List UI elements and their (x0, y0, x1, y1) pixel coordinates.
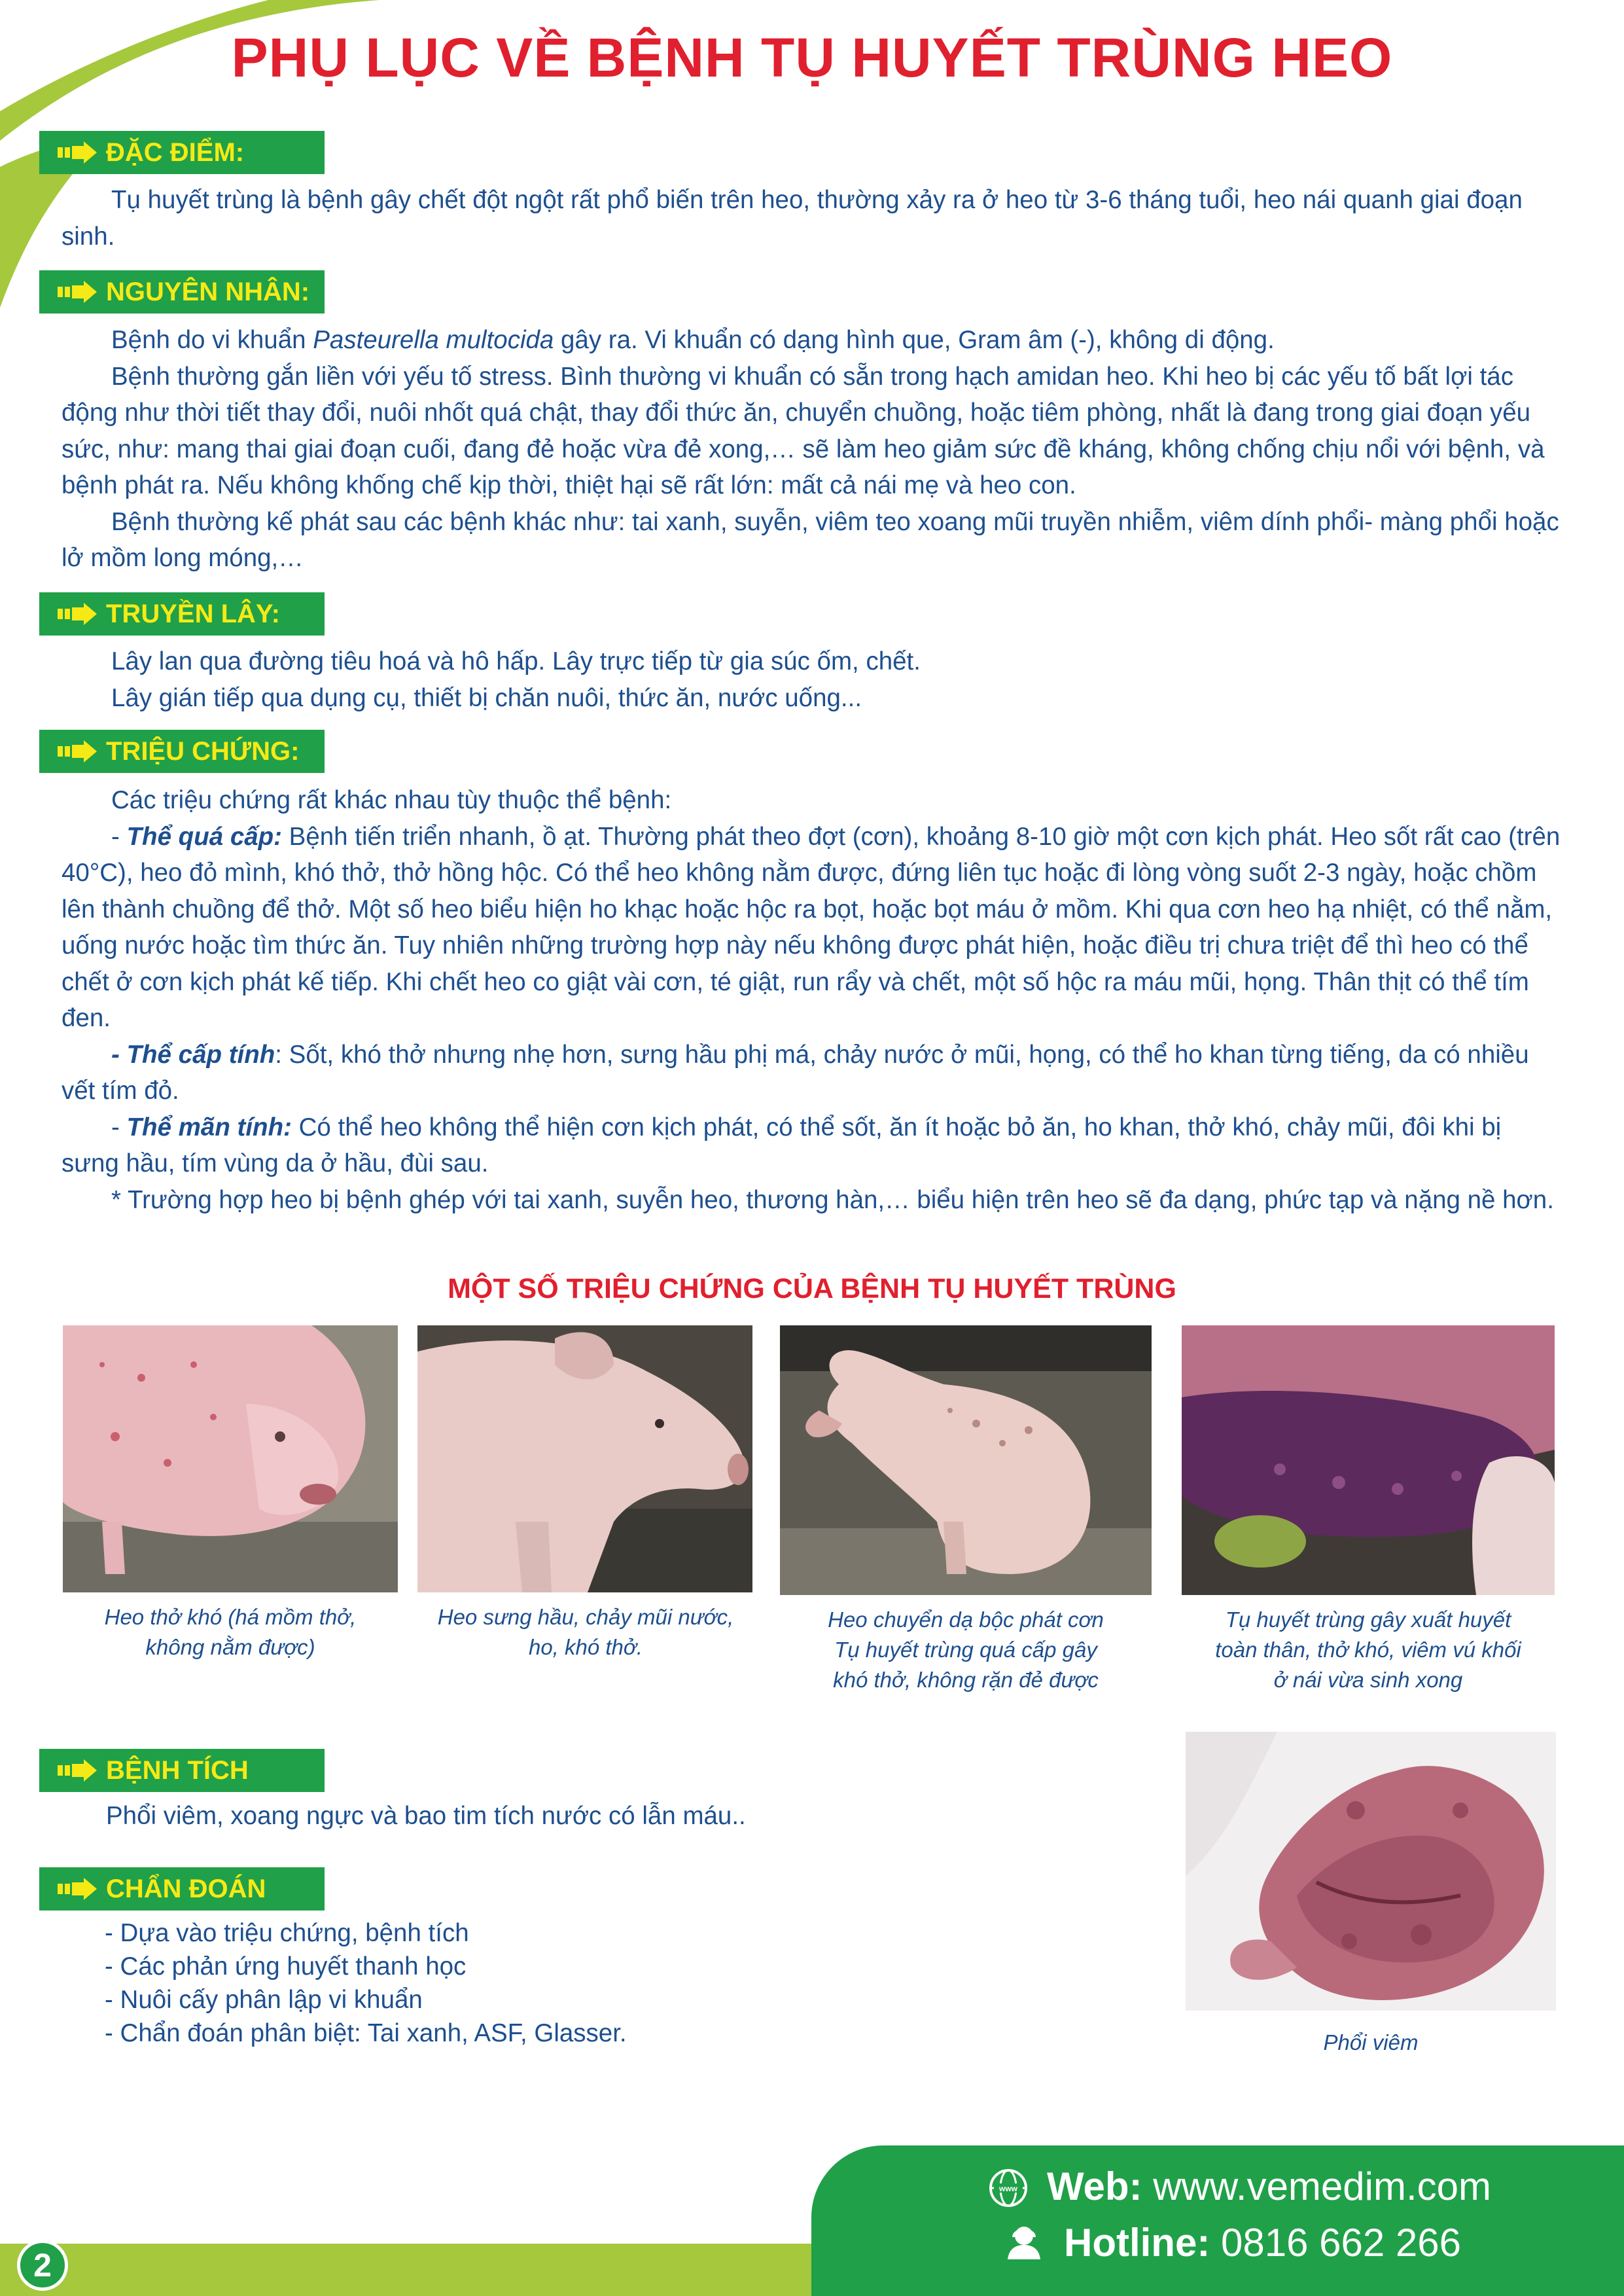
user-headset-icon (1005, 2223, 1043, 2261)
nguyen-nhan-paragraph-2: Bệnh thường gắn liền với yếu tố stress. Bình thường vi khuẩn có sẵn trong hạch amidan heo. Khi heo bị các yếu tố bất lợi tác động như thời tiết thay đổi, nuôi nhốt quá chật, thay đổi thức ăn, chuyển chuồng, hoặc tiêm phòng, nhất là đang trong giai đoạn yếu sức, như: mang thai giai đoạn cuối, đang đẻ hoặc vừa đẻ xong,… sẽ làm heo giảm sức đề kháng, không chống chịu nổi với bệnh, và bệnh phát ra. Nếu không khống chế kịp thời, thiệt hại sẽ rất lớn: mất cả nái mẹ và heo con. (62, 362, 1545, 499)
section-heading-label: ĐẶC ĐIỂM: (106, 137, 245, 167)
section-heading-dac-diem (39, 131, 325, 174)
footer-web (1047, 2164, 1491, 2209)
web-label: Web: (1047, 2164, 1142, 2208)
dac-diem-text-block (62, 182, 1564, 255)
arrow-right-icon (58, 141, 97, 164)
trieu-chung-text-block (62, 782, 1564, 1218)
section-heading-label: BỆNH TÍCH (106, 1755, 249, 1785)
svg-text:www: www (998, 2184, 1018, 2193)
the-qua-cap-text: Bệnh tiến triển nhanh, ồ ạt. Thường phát theo đợt (cơn), khoảng 8-10 giờ một cơn kịch phát. Heo sốt rất cao (trên 40°C), heo đỏ mình, khó thở, thở hồng hộc. Có thể heo không nằm được, đứng liên tục hoặc đi lòng vòng suốt 2-3 ngày, hoặc chồm lên thành chuồng để thở. Một số heo biểu hiện ho khạc hoặc hộc ra bọt, hoặc bọt máu ở mồm. Khi qua cơn heo hạ nhiệt, có thể nằm, uống nước hoặc tìm thức ăn. Tuy nhiên những trường hợp này nếu không được phát hiện, hoặc điều trị chưa triệt để thì heo có thể chết ở cơn kịch phát kế tiếp. Khi chết heo co giật vài cơn, té giật, run rẩy và chết, một số hộc ra máu mũi, họng. Thân thịt có thể tím đen. (62, 822, 1561, 1032)
lung-photo-image (1186, 1732, 1556, 2011)
caption-photo-4 (1169, 1605, 1568, 1695)
caption-line: toàn thân, thở khó, viêm vú khối (1215, 1638, 1521, 1662)
section-heading-chan-doan (39, 1867, 325, 1910)
section-heading-label: TRUYỀN LÂY: (106, 599, 280, 628)
list-item: - Nuôi cấy phân lập vi khuẩn (105, 1986, 423, 2014)
caption-photo-2 (412, 1602, 759, 1662)
benh-tich-paragraph: Phổi viêm, xoang ngực và bao tim tích nước có lẫn máu.. (106, 1802, 746, 1830)
the-man-tinh-paragraph: - Thể mãn tính: Có thể heo không thể hiện cơn kịch phát, có thể sốt, ăn ít hoặc bỏ ăn, ho khan, thở khó, chảy mũi, đôi khi bị sưng hầu, tím vùng da ở hầu, đùi sau. (62, 1113, 1502, 1177)
pig-photo-image (780, 1325, 1152, 1595)
caption-line: ho, khó thở. (528, 1635, 643, 1659)
pig-photo-image (1182, 1325, 1555, 1595)
caption-line: khó thở, không rặn đẻ được (833, 1668, 1099, 1692)
arrow-right-icon (58, 281, 97, 303)
nguyen-nhan-paragraph-1 (62, 322, 1564, 359)
the-qua-cap-paragraph: - Thể quá cấp: Bệnh tiến triển nhanh, ồ ạt. Thường phát theo đợt (cơn), khoảng 8-10 giờ một cơn kịch phát. Heo sốt rất cao (trên 40°C), heo đỏ mình, khó thở, thở hồng hộc. Có thể heo không nằm được, đứng liên tục hoặc đi lòng vòng suốt 2-3 ngày, hoặc chồm lên thành chuồng để thở. Một số heo biểu hiện ho khạc hoặc hộc ra bọt, hoặc bọt máu ở mồm. Khi qua cơn heo hạ nhiệt, có thể nằm, uống nước hoặc tìm thức ăn. Tuy nhiên những trường hợp này nếu không được phát hiện, hoặc điều trị chưa triệt để thì heo có thể chết ở cơn kịch phát kế tiếp. Khi chết heo co giật vài cơn, té giật, run rẩy và chết, một số hộc ra máu mũi, họng. Thân thịt có thể tím đen. (62, 822, 1561, 1032)
section-heading-nguyen-nhan (39, 270, 325, 314)
truyen-lay-paragraph-2: Lây gián tiếp qua dụng cụ, thiết bị chăn nuôi, thức ăn, nước uống... (111, 683, 862, 712)
text-run: gây ra. Vi khuẩn có dạng hình que, Gram âm (-), không di động. (554, 326, 1275, 354)
photo-heo-sung-hau (417, 1325, 752, 1592)
page-title: PHỤ LỤC VỀ BỆNH TỤ HUYẾT TRÙNG HEO (231, 27, 1393, 88)
truyen-lay-text-block (62, 643, 1564, 716)
photo-heo-chuyen-da (780, 1325, 1152, 1595)
caption-line: Tụ huyết trùng quá cấp gây (834, 1638, 1097, 1662)
trieu-chung-note: * Trường hợp heo bị bệnh ghép với tai xanh, suyễn heo, thương hàn,… biểu hiện trên heo sẽ đa dạng, phức tạp và nặng nề hơn. (111, 1185, 1554, 1214)
text-run: Bệnh do vi khuẩn (111, 326, 313, 354)
www-globe-icon (988, 2168, 1029, 2208)
the-cap-tinh-text: : Sốt, khó thở nhưng nhẹ hơn, sưng hầu phị má, chảy nước ở mũi, họng, có thể ho khan từng tiếng, da có nhiều vết tím đỏ. (62, 1040, 1529, 1105)
caption-lung: Phổi viêm (1323, 2030, 1419, 2054)
the-man-tinh-text: Có thể heo không thể hiện cơn kịch phát, có thể sốt, ăn ít hoặc bỏ ăn, ho khan, thở khó, chảy mũi, đôi khi bị sưng hầu, tím vùng da ở hầu, đùi sau. (62, 1113, 1502, 1177)
photo-phoi-viem (1186, 1732, 1556, 2011)
gallery-heading: MỘT SỐ TRIỆU CHỨNG CỦA BỆNH TỤ HUYẾT TRÙNG (448, 1273, 1176, 1304)
benh-tich-text-block (106, 1798, 1087, 1835)
list-item: - Chẩn đoán phân biệt: Tai xanh, ASF, Glasser. (105, 2019, 627, 2047)
section-heading-label: NGUYÊN NHÂN: (106, 277, 310, 306)
dac-diem-paragraph: Tụ huyết trùng là bệnh gây chết đột ngột rất phổ biến trên heo, thường xảy ra ở heo từ 3-6 tháng tuổi, heo nái quanh giai đoạn sinh. (62, 186, 1523, 251)
section-heading-trieu-chung (39, 730, 325, 773)
caption-line: không nằm được) (145, 1635, 315, 1659)
arrow-right-icon (58, 740, 97, 762)
nguyen-nhan-text-block (62, 322, 1564, 577)
caption-line: Heo thở khó (há mồm thở, (104, 1605, 357, 1629)
section-heading-truyen-lay (39, 592, 325, 636)
trieu-chung-intro: Các triệu chứng rất khác nhau tùy thuộc thể bệnh: (111, 786, 672, 814)
photo-heo-tho-kho (63, 1325, 398, 1592)
caption-line: Tụ huyết trùng gây xuất huyết (1225, 1607, 1511, 1632)
section-heading-benh-tich (39, 1749, 325, 1792)
arrow-right-icon (58, 1878, 97, 1900)
caption-photo-1 (63, 1602, 398, 1662)
footer-hotline (1064, 2220, 1461, 2265)
caption-photo-3 (773, 1605, 1158, 1695)
truyen-lay-paragraph-1: Lây lan qua đường tiêu hoá và hô hấp. Lây trực tiếp từ gia súc ốm, chết. (111, 647, 921, 675)
hotline-label: Hotline: (1064, 2221, 1210, 2265)
caption-line: ở nái vừa sinh xong (1273, 1668, 1463, 1692)
the-qua-cap-label: Thể quá cấp: (126, 822, 282, 851)
section-heading-label: CHẨN ĐOÁN (106, 1874, 266, 1903)
pig-photo-image (63, 1325, 398, 1592)
hotline-number[interactable]: 0816 662 266 (1210, 2221, 1462, 2265)
page-number-badge: 2 (17, 2240, 68, 2291)
footer-lime-bar (0, 2244, 851, 2296)
photo-nai-xuat-huyet (1182, 1325, 1555, 1595)
bacteria-name: Pasteurella multocida (313, 326, 554, 354)
section-heading-label: TRIỆU CHỨNG: (106, 736, 300, 766)
the-cap-tinh-label: - Thể cấp tính (111, 1040, 275, 1069)
arrow-right-icon (58, 603, 97, 625)
the-cap-tinh-paragraph (62, 1037, 1564, 1109)
pig-photo-image (417, 1325, 752, 1592)
list-item: - Dựa vào triệu chứng, bệnh tích (105, 1919, 469, 1947)
caption-line: Heo chuyển dạ bộc phát cơn (828, 1607, 1104, 1632)
the-man-tinh-label: Thể mãn tính: (126, 1113, 292, 1141)
chan-doan-list (105, 1916, 1021, 2050)
nguyen-nhan-paragraph-3: Bệnh thường kế phát sau các bệnh khác như: tai xanh, suyễn, viêm teo xoang mũi truyền nhiễm, viêm dính phổi- màng phổi hoặc lở mồm long móng,… (62, 507, 1559, 572)
list-item: - Các phản ứng huyết thanh học (105, 1952, 467, 1981)
website-link[interactable]: www.vemedim.com (1142, 2164, 1491, 2208)
caption-line: Heo sưng hầu, chảy mũi nước, (437, 1605, 734, 1629)
arrow-right-icon (58, 1759, 97, 1782)
